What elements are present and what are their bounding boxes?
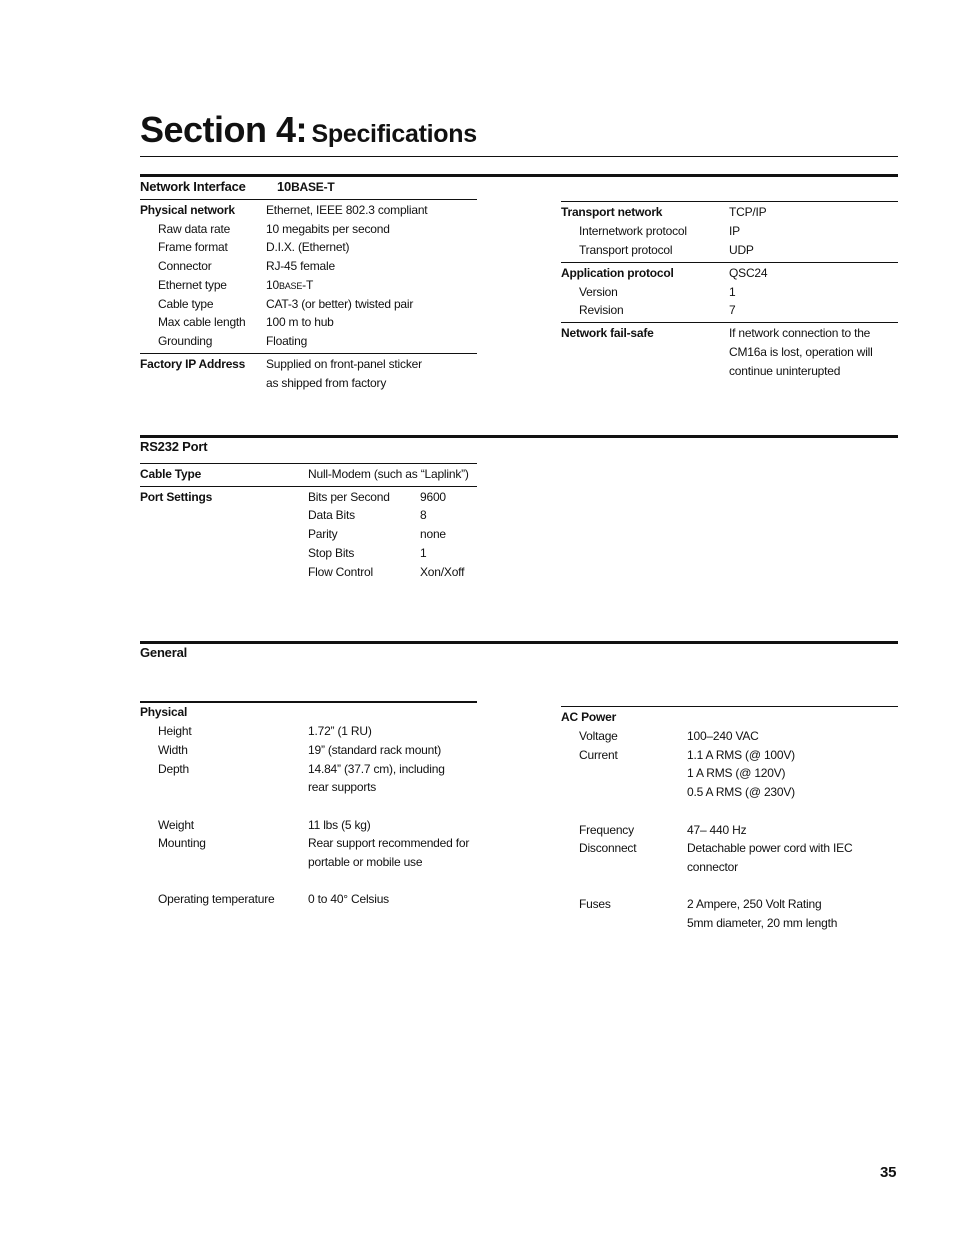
spec-value: IP bbox=[729, 224, 740, 238]
ethernet-type-smallcaps: BASE bbox=[278, 281, 303, 291]
rs232-heading: RS232 Port bbox=[140, 439, 208, 454]
weight-value: 11 lbs (5 kg) bbox=[308, 818, 371, 832]
network-section-rule bbox=[140, 174, 898, 177]
spec-value bbox=[266, 278, 313, 294]
spec-value: D.I.X. (Ethernet) bbox=[266, 240, 350, 254]
depth-label: Depth bbox=[158, 762, 190, 776]
spec-label: Cable type bbox=[158, 297, 214, 311]
transport-network-rule bbox=[561, 201, 898, 202]
frequency-value: 47– 440 Hz bbox=[687, 823, 747, 837]
physical-network-label: Physical network bbox=[140, 203, 235, 217]
spec-label: Data Bits bbox=[308, 508, 355, 522]
spec-label: Grounding bbox=[158, 334, 213, 348]
spec-value: CAT-3 (or better) twisted pair bbox=[266, 297, 414, 311]
spec-label: Internetwork protocol bbox=[579, 224, 687, 238]
rs232-section-rule bbox=[140, 435, 898, 438]
spec-value: 1 bbox=[729, 285, 736, 299]
spec-label: Connector bbox=[158, 259, 212, 273]
spec-label: Parity bbox=[308, 527, 338, 541]
spec-value: Xon/Xoff bbox=[420, 565, 465, 579]
disconnect-label: Disconnect bbox=[579, 841, 637, 855]
ac-power-rule bbox=[561, 706, 898, 707]
ethernet-type-prefix: 10 bbox=[266, 278, 279, 292]
fuses-value-line: 5mm diameter, 20 mm length bbox=[687, 916, 838, 930]
spec-value: RJ-45 female bbox=[266, 259, 335, 273]
ac-power-label: AC Power bbox=[561, 710, 617, 724]
current-value-line: 1.1 A RMS (@ 100V) bbox=[687, 748, 795, 762]
network-failsafe-label: Network fail-safe bbox=[561, 326, 654, 340]
fuses-value-line: 2 Ampere, 250 Volt Rating bbox=[687, 897, 822, 911]
factory-ip-value-line: Supplied on front-panel sticker bbox=[266, 357, 422, 371]
spec-value: 1 bbox=[420, 546, 427, 560]
spec-value: none bbox=[420, 527, 446, 541]
spec-label: Revision bbox=[579, 303, 624, 317]
voltage-label: Voltage bbox=[579, 729, 618, 743]
application-protocol-value: QSC24 bbox=[729, 266, 768, 280]
spec-label: Frame format bbox=[158, 240, 228, 254]
network-type-prefix: 10 bbox=[277, 179, 292, 194]
spec-value: Floating bbox=[266, 334, 308, 348]
network-failsafe-value-line: CM16a is lost, operation will bbox=[729, 345, 873, 359]
general-section-rule bbox=[140, 641, 898, 644]
page-number: 35 bbox=[880, 1164, 897, 1181]
spec-value: 10 megabits per second bbox=[266, 222, 390, 236]
network-failsafe-value-line: continue uninterupted bbox=[729, 364, 841, 378]
physical-network-rule bbox=[140, 199, 477, 200]
section-name: Specifications bbox=[311, 120, 477, 148]
temperature-value: 0 to 40° Celsius bbox=[308, 892, 389, 906]
spec-value: 7 bbox=[729, 303, 736, 317]
network-failsafe-value-line: If network connection to the bbox=[729, 326, 871, 340]
factory-ip-label: Factory IP Address bbox=[140, 357, 246, 371]
disconnect-value-line: Detachable power cord with IEC bbox=[687, 841, 853, 855]
mounting-value-line: portable or mobile use bbox=[308, 855, 423, 869]
height-label: Height bbox=[158, 724, 192, 738]
spec-label: Stop Bits bbox=[308, 546, 355, 560]
spec-value: 100 m to hub bbox=[266, 315, 334, 329]
cable-type-label: Cable Type bbox=[140, 467, 202, 481]
spec-label: Ethernet type bbox=[158, 278, 227, 292]
frequency-label: Frequency bbox=[579, 823, 634, 837]
general-heading: General bbox=[140, 645, 188, 660]
application-protocol-label: Application protocol bbox=[561, 266, 674, 280]
spec-label: Raw data rate bbox=[158, 222, 231, 236]
disconnect-value-line: connector bbox=[687, 860, 738, 874]
current-label: Current bbox=[579, 748, 618, 762]
depth-value-line: 14.84” (37.7 cm), including bbox=[308, 762, 445, 776]
port-settings-label: Port Settings bbox=[140, 490, 213, 504]
ethernet-type-suffix: -T bbox=[302, 278, 314, 292]
physical-network-value: Ethernet, IEEE 802.3 compliant bbox=[266, 203, 428, 217]
page-title bbox=[140, 110, 477, 150]
height-value: 1.72” (1 RU) bbox=[308, 724, 372, 738]
width-value: 19” (standard rack mount) bbox=[308, 743, 442, 757]
spec-label: Transport protocol bbox=[579, 243, 673, 257]
network-type-rest: BASE-T bbox=[291, 180, 335, 194]
network-failsafe-rule bbox=[561, 322, 898, 323]
network-interface-heading: Network Interface bbox=[140, 179, 246, 194]
weight-label: Weight bbox=[158, 818, 194, 832]
spec-label: Bits per Second bbox=[308, 490, 390, 504]
fuses-label: Fuses bbox=[579, 897, 611, 911]
mounting-label: Mounting bbox=[158, 836, 206, 850]
spec-label: Max cable length bbox=[158, 315, 246, 329]
physical-rule bbox=[140, 701, 477, 703]
depth-value-line: rear supports bbox=[308, 780, 377, 794]
temperature-label: Operating temperature bbox=[158, 892, 275, 906]
spec-value: UDP bbox=[729, 243, 754, 257]
section-number: Section 4: bbox=[140, 109, 308, 150]
spec-value: 9600 bbox=[420, 490, 446, 504]
width-label: Width bbox=[158, 743, 188, 757]
network-interface-type bbox=[277, 179, 335, 195]
application-protocol-rule bbox=[561, 262, 898, 263]
factory-ip-rule bbox=[140, 353, 477, 354]
physical-label: Physical bbox=[140, 705, 188, 719]
voltage-value: 100–240 VAC bbox=[687, 729, 759, 743]
cable-type-value: Null-Modem (such as “Laplink”) bbox=[308, 467, 469, 481]
current-value-line: 1 A RMS (@ 120V) bbox=[687, 766, 786, 780]
cable-type-rule bbox=[140, 463, 477, 464]
port-settings-rule bbox=[140, 486, 477, 487]
transport-network-label: Transport network bbox=[561, 205, 663, 219]
factory-ip-value-line: as shipped from factory bbox=[266, 376, 387, 390]
transport-network-value: TCP/IP bbox=[729, 205, 767, 219]
spec-label: Flow Control bbox=[308, 565, 373, 579]
mounting-value-line: Rear support recommended for bbox=[308, 836, 470, 850]
current-value-line: 0.5 A RMS (@ 230V) bbox=[687, 785, 795, 799]
spec-label: Version bbox=[579, 285, 618, 299]
title-rule bbox=[140, 156, 898, 157]
spec-value: 8 bbox=[420, 508, 427, 522]
